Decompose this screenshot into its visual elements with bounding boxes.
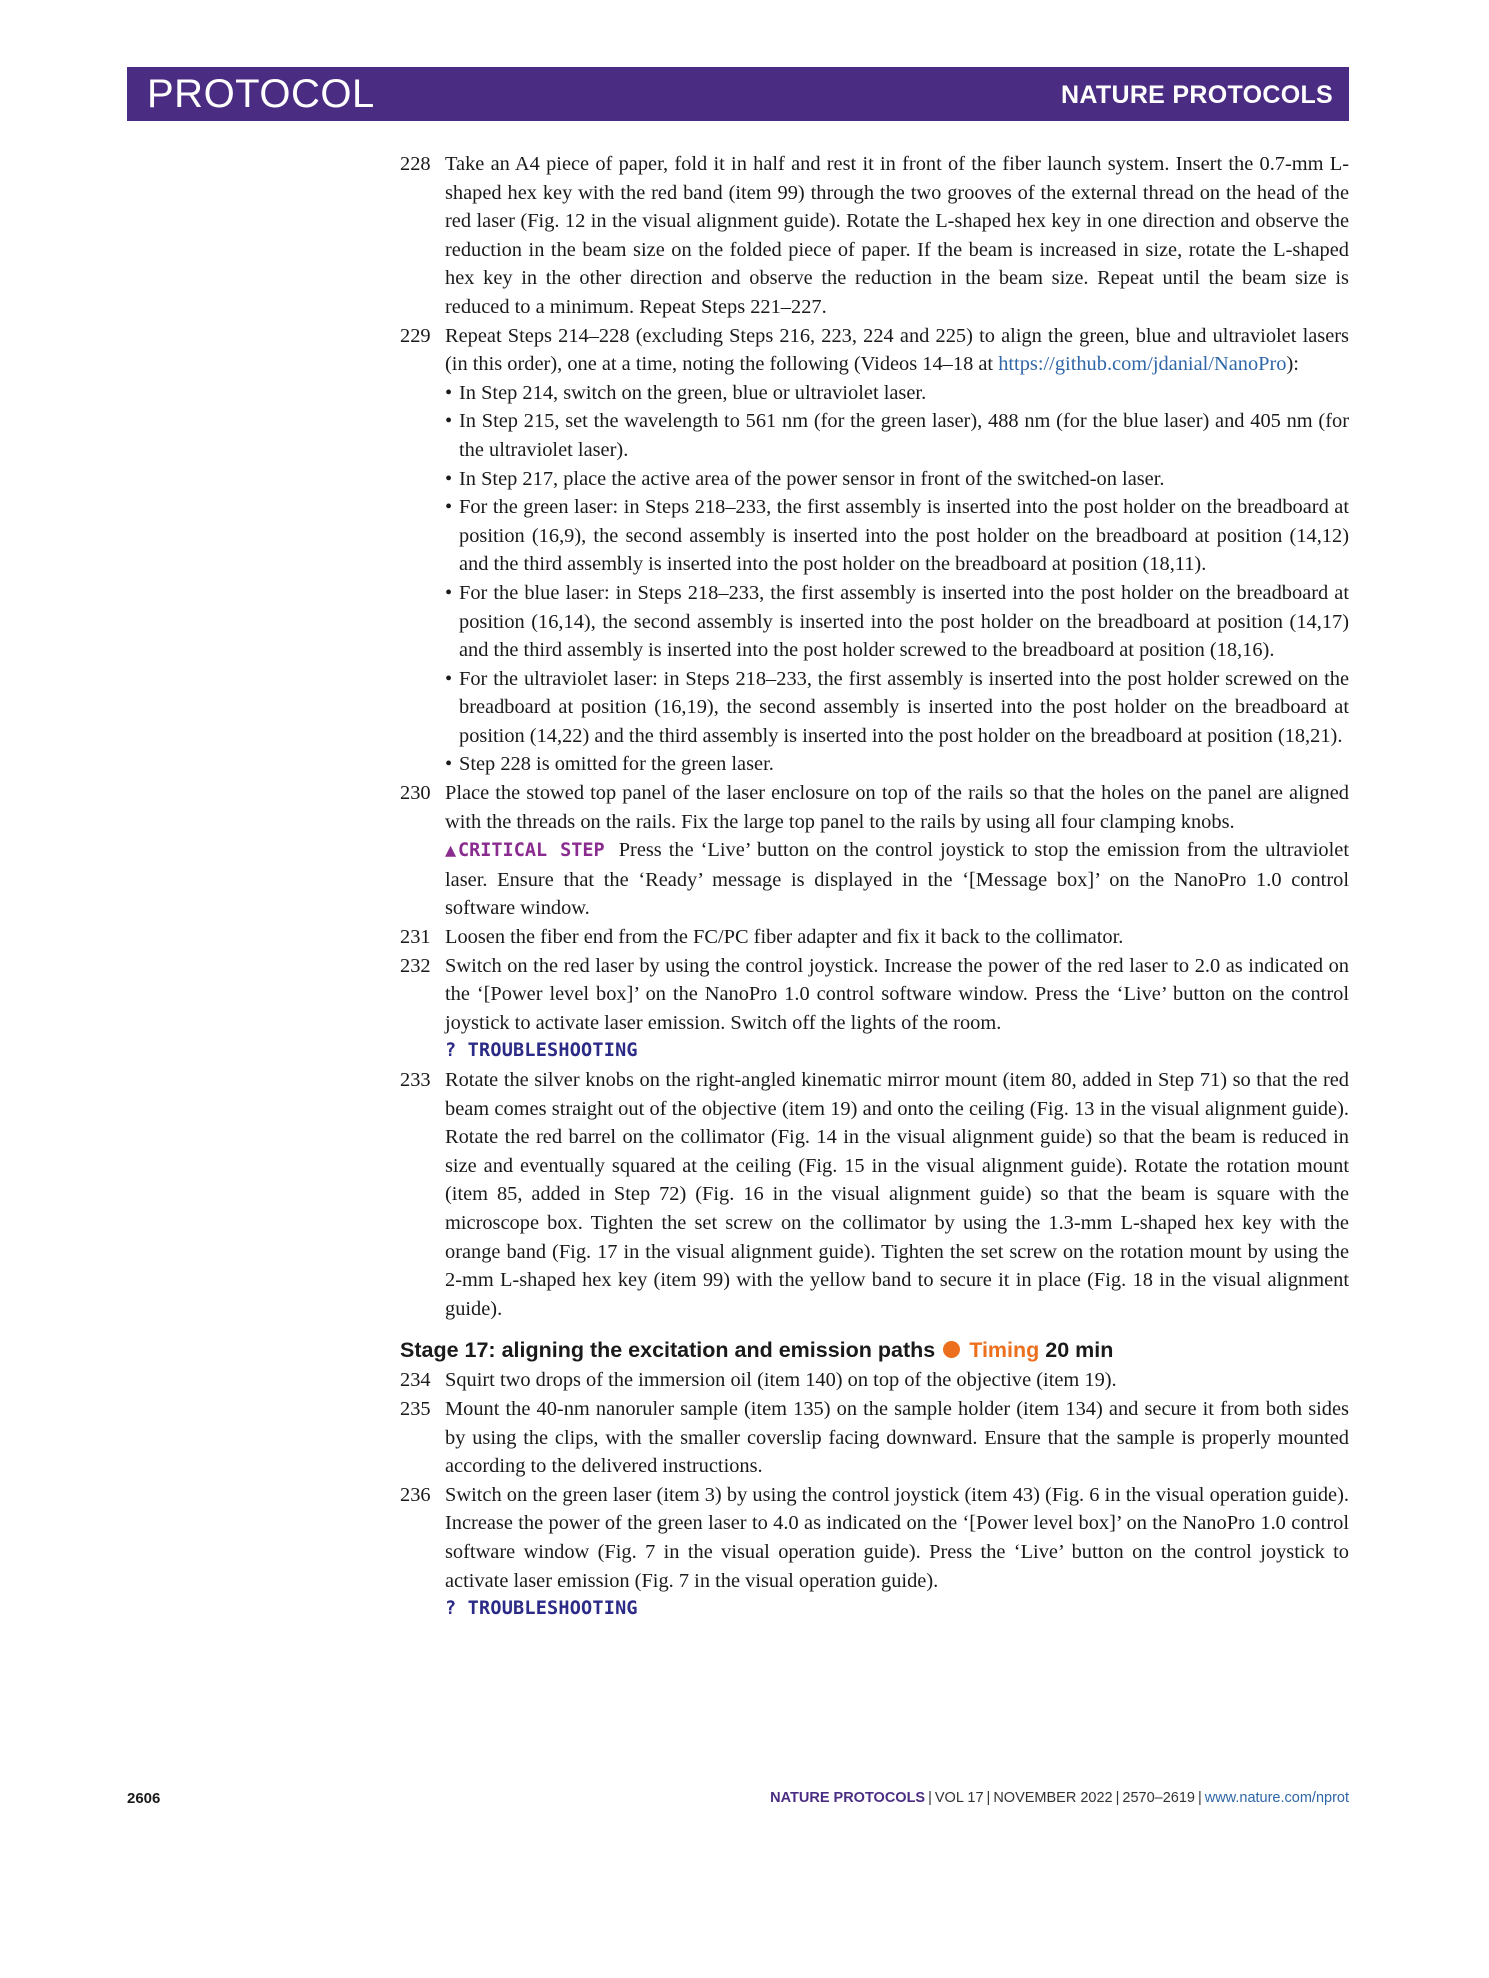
- critical-step: [445, 836, 1349, 923]
- step-number: 231: [400, 926, 431, 949]
- bullet-icon: •: [445, 581, 453, 604]
- critical-step-text: Press the ‘Live’ button on the control joystick to stop the emission from the ultraviolet laser. Ensure that the ‘Ready’ message is displayed in the ‘[Message box]’ on the NanoPro 1.0 control software window.: [445, 839, 1349, 920]
- step-text: Take an A4 piece of paper, fold it in half and rest it in front of the fiber launch system. Insert the 0.7-mm L-shaped hex key with the red band (item 99) through the two grooves of the external thread on the head of the red laser (Fig. 12 in the visual alignment guide). Rotate the L-shaped hex key in one direction and observe the reduction in the beam size on the folded piece of paper. If the beam is increased in size, rotate the L-shaped hex key in the other direction and observe the reduction in the beam size. Repeat until the beam size is reduced to a minimum. Repeat Steps 221–227.: [445, 153, 1349, 318]
- step-229: [400, 322, 1349, 780]
- list-item-text: In Step 214, switch on the green, blue or ultraviolet laser.: [459, 381, 927, 404]
- step-number: 232: [400, 954, 431, 977]
- stage-heading: [400, 1335, 1349, 1365]
- list-item-text: For the blue laser: in Steps 218–233, the first assembly is inserted into the post holder on the breadboard at position (16,14), the second assembly is inserted into the post holder on the breadboard at position (14,17) and the third assembly is inserted into the post holder screwed to the breadboard at position (18,16).: [459, 581, 1349, 662]
- step-text: Switch on the red laser by using the control joystick. Increase the power of the red laser to 2.0 as indicated on the ‘[Power level box]’ on the NanoPro 1.0 control software window. Press the ‘Live’ button on the control joystick to activate laser emission. Switch off the lights of the room.: [445, 954, 1349, 1034]
- footer-citation: [770, 1790, 1349, 1806]
- step-number: 229: [400, 324, 431, 347]
- list-item: [445, 465, 1349, 494]
- step-text: Squirt two drops of the immersion oil (item 140) on top of the objective (item 19).: [445, 1369, 1117, 1392]
- step-230: [400, 779, 1349, 923]
- bullet-icon: •: [445, 753, 453, 776]
- timing-dot-icon: [943, 1341, 960, 1358]
- footer-url[interactable]: www.nature.com/nprot: [1204, 1790, 1349, 1806]
- step-number: 235: [400, 1397, 431, 1420]
- stage-title: Stage 17: aligning the excitation and emission paths: [400, 1338, 936, 1363]
- step-text: [445, 322, 1349, 379]
- timing-value: 20 min: [1045, 1338, 1114, 1363]
- list-item: [445, 493, 1349, 579]
- section-label: PROTOCOL: [147, 72, 375, 116]
- bullet-icon: •: [445, 467, 453, 490]
- footer-separator: |: [986, 1790, 991, 1806]
- step-number: 233: [400, 1069, 431, 1091]
- step-text-before-link: Repeat Steps 214–228 (excluding Steps 216, 223, 224 and 225) to align the green, blue and ultraviolet lasers (in this order), one at a time, noting the following (Videos 14–18 at: [445, 324, 1349, 376]
- troubleshooting-link[interactable]: ? TROUBLESHOOTING: [445, 1598, 638, 1620]
- footer-pages: 2570–2619: [1122, 1790, 1195, 1806]
- step-232: [400, 952, 1349, 1066]
- list-item: [445, 407, 1349, 464]
- list-item-text: For the green laser: in Steps 218–233, the first assembly is inserted into the post holder on the breadboard at position (16,9), the second assembly is inserted into the post holder on the breadboard at position (14,12) and the third assembly is inserted into the post holder on the breadboard at position (18,11).: [459, 496, 1349, 576]
- footer-separator: |: [928, 1790, 932, 1806]
- step-text-after-link: ):: [1286, 353, 1299, 376]
- footer-journal: NATURE PROTOCOLS: [770, 1790, 926, 1806]
- bullet-icon: •: [445, 381, 453, 404]
- bullet-icon: •: [445, 667, 453, 690]
- list-item-text: In Step 215, set the wavelength to 561 nm (for the green laser), 488 nm (for the blue laser) and 405 nm (for the ultraviolet laser).: [459, 410, 1349, 461]
- step-text: Place the stowed top panel of the laser enclosure on top of the rails so that the holes on the panel are aligned with the threads on the rails. Fix the large top panel to the rails by using all four clamping knobs.: [445, 782, 1349, 833]
- footer-date: NOVEMBER 2022: [993, 1790, 1113, 1806]
- footer-separator: |: [1115, 1790, 1120, 1806]
- list-item-text: Step 228 is omitted for the green laser.: [459, 753, 774, 776]
- timing-label: Timing: [969, 1338, 1040, 1363]
- bullet-icon: •: [445, 410, 453, 433]
- troubleshooting-link[interactable]: ? TROUBLESHOOTING: [445, 1040, 638, 1062]
- github-link[interactable]: https://github.com/jdanial/NanoPro: [998, 353, 1287, 376]
- list-item: [445, 579, 1349, 665]
- step-234: [400, 1366, 1349, 1395]
- critical-step-label: ▲CRITICAL STEP: [445, 840, 605, 862]
- step-text: Rotate the silver knobs on the right-angled kinematic mirror mount (item 80, added in Step 71) so that the red beam comes straight out of the objective (item 19) and onto the ceiling (Fig. 13 in the visual alignment guide). Rotate the red barrel on the collimator (Fig. 14 in the visual alignment guide) so that the beam is reduced in size and eventually squared at the ceiling (Fig. 15 in the visual alignment guide). Rotate the rotation mount (item 85, added in Step 72) (Fig. 16 in the visual alignment guide) so that the beam is square with the microscope box. Tighten the set screw on the collimator by using the 1.3-mm L-shaped hex key with the orange band (Fig. 17 in the visual alignment guide). Tighten the set screw on the rotation mount by using the 2-mm L-shaped hex key (item 99) with the yellow band to secure it in place (Fig. 18 in the visual alignment guide).: [445, 1069, 1349, 1320]
- step-number: 236: [400, 1483, 431, 1506]
- list-item-text: For the ultraviolet laser: in Steps 218–233, the first assembly is inserted into the post holder screwed on the breadboard at position (16,19), the second assembly is inserted into the post holder on the breadboard at position (14,22) and the third assembly is inserted into the post holder on the breadboard at position (18,21).: [459, 667, 1349, 747]
- step-number: 234: [400, 1369, 431, 1392]
- step-text: Switch on the green laser (item 3) by using the control joystick (item 43) (Fig. 6 in the visual operation guide). Increase the power of the green laser to 4.0 as indicated on the ‘[Power level box]’ on the NanoPro 1.0 control software window (Fig. 7 in the visual operation guide). Press the ‘Live’ button on the control joystick to activate laser emission (Fig. 7 in the visual operation guide).: [445, 1483, 1349, 1592]
- list-item-text: In Step 217, place the active area of the power sensor in front of the switched-on laser.: [459, 467, 1165, 490]
- step-228: [400, 150, 1349, 322]
- header-bar: [127, 67, 1349, 121]
- step-number: 228: [400, 153, 431, 175]
- bullet-icon: •: [445, 496, 453, 519]
- step-text: Loosen the fiber end from the FC/PC fiber adapter and fix it back to the collimator.: [445, 926, 1124, 949]
- step-231: [400, 923, 1349, 952]
- list-item: [445, 665, 1349, 751]
- footer-volume: VOL 17: [934, 1790, 984, 1806]
- list-item: [445, 750, 1349, 779]
- step-number: 230: [400, 782, 431, 805]
- step-236: [400, 1481, 1349, 1624]
- page-content: [400, 150, 1349, 1624]
- page-number: 2606: [127, 1790, 161, 1807]
- bullet-list: [445, 379, 1349, 779]
- step-235: [400, 1395, 1349, 1481]
- list-item: [445, 379, 1349, 408]
- step-233: [400, 1066, 1349, 1323]
- footer-separator: |: [1197, 1790, 1202, 1806]
- journal-name: NATURE PROTOCOLS: [1061, 81, 1333, 109]
- step-text: Mount the 40-nm nanoruler sample (item 135) on the sample holder (item 134) and secure it from both sides by using the clips, with the smaller coverslip facing downward. Ensure that the sample is properly mounted according to the delivered instructions.: [445, 1397, 1349, 1478]
